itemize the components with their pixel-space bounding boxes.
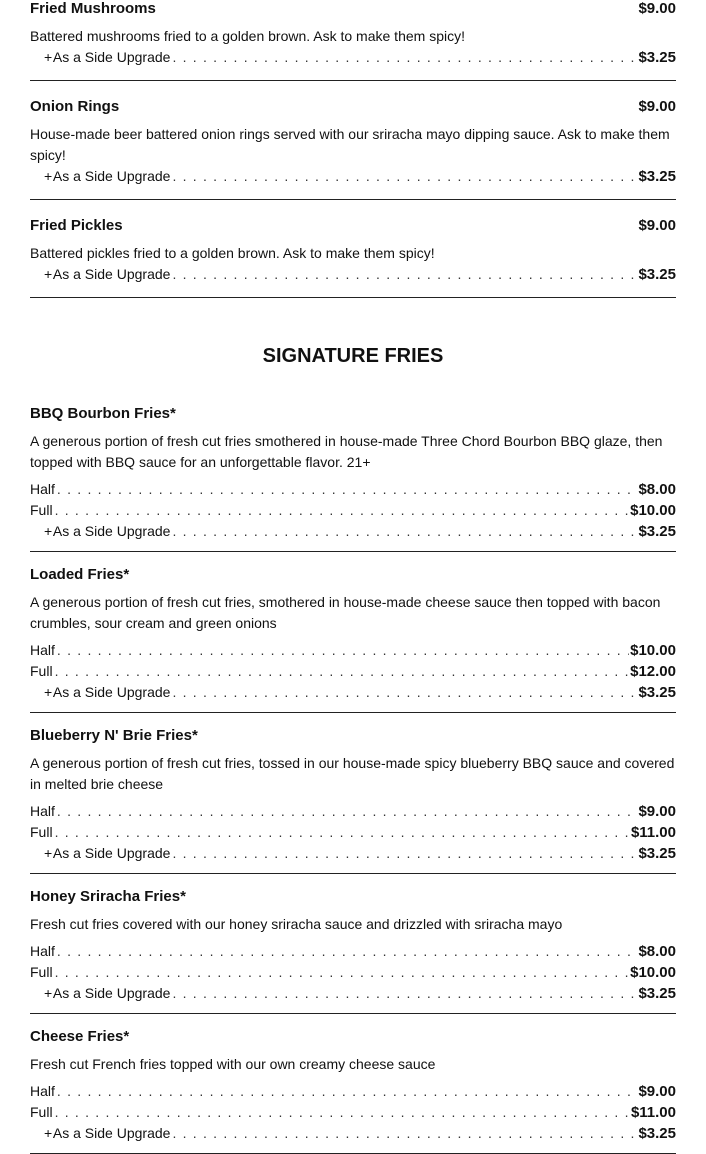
- item-header: [30, 214, 676, 238]
- side-upgrade-label: As a Side Upgrade: [52, 985, 171, 1001]
- full-price: $11.00: [630, 824, 676, 841]
- plus-icon: +: [44, 168, 53, 184]
- side-upgrade-price: $3.25: [638, 168, 676, 185]
- item-header: [30, 563, 676, 587]
- plus-icon: +: [44, 985, 53, 1001]
- item-description: Fresh cut French fries topped with our own creamy cheese sauce: [30, 1056, 436, 1072]
- item-header: [30, 402, 676, 426]
- item-name: Honey Sriracha Fries*: [30, 888, 186, 905]
- full-price: $10.00: [630, 502, 676, 519]
- full-price-row: [30, 661, 676, 682]
- half-price: $10.00: [630, 642, 676, 659]
- plus-icon: +: [44, 523, 53, 539]
- item-description: Battered mushrooms fried to a golden brown. Ask to make them spicy!: [30, 28, 465, 44]
- half-price: $9.00: [638, 1083, 676, 1100]
- dot-leader: [172, 47, 637, 68]
- full-label: Full: [30, 964, 53, 980]
- item-description: A generous portion of fresh cut fries, smothered in house-made cheese sauce then topped with bacon crumbles, sour cream and green onions: [30, 594, 661, 631]
- dot-leader: [172, 264, 637, 285]
- side-upgrade-price: $3.25: [638, 266, 676, 283]
- item-header: [30, 0, 676, 21]
- full-label: Full: [30, 663, 53, 679]
- plus-icon: +: [44, 1125, 53, 1141]
- dot-leader: [57, 640, 629, 661]
- dot-leader: [55, 822, 630, 843]
- menu-page: [30, 0, 676, 1154]
- full-price-row: [30, 1102, 676, 1123]
- plus-icon: +: [44, 684, 53, 700]
- side-upgrade-label: As a Side Upgrade: [52, 684, 171, 700]
- dot-leader: [55, 661, 630, 682]
- half-label: Half: [30, 1083, 55, 1099]
- half-price: $9.00: [638, 803, 676, 820]
- dot-leader: [57, 479, 638, 500]
- half-label: Half: [30, 943, 55, 959]
- side-upgrade-label: As a Side Upgrade: [52, 1125, 171, 1141]
- side-upgrade-row: [30, 166, 676, 187]
- side-upgrade-price: $3.25: [638, 985, 676, 1002]
- dot-leader: [172, 843, 637, 864]
- half-price: $8.00: [638, 943, 676, 960]
- full-price-row: [30, 500, 676, 521]
- menu-item-loaded-fries: [30, 563, 676, 713]
- half-price: $8.00: [638, 481, 676, 498]
- item-name: Loaded Fries*: [30, 566, 130, 583]
- full-label: Full: [30, 502, 53, 518]
- half-price-row: [30, 479, 676, 500]
- menu-item-fried-pickles: [30, 214, 676, 298]
- half-price-row: [30, 801, 676, 822]
- side-upgrade-price: $3.25: [638, 845, 676, 862]
- dot-leader: [55, 962, 630, 983]
- half-label: Half: [30, 481, 55, 497]
- side-upgrade-label: As a Side Upgrade: [52, 168, 171, 184]
- plus-icon: +: [44, 49, 53, 65]
- menu-item-bbq-bourbon-fries: [30, 402, 676, 552]
- item-price: $9.00: [638, 98, 676, 115]
- item-price: $9.00: [638, 217, 676, 234]
- item-header: [30, 1025, 676, 1049]
- section-title: SIGNATURE FRIES: [262, 345, 444, 367]
- dot-leader: [172, 983, 637, 1004]
- item-price: $9.00: [638, 0, 676, 17]
- dot-leader: [172, 682, 637, 703]
- menu-item-cheese-fries: [30, 1025, 676, 1154]
- item-header: [30, 724, 676, 748]
- plus-icon: +: [44, 266, 53, 282]
- half-price-row: [30, 941, 676, 962]
- item-description: House-made beer battered onion rings served with our sriracha mayo dipping sauce. Ask to make them spicy!: [30, 126, 670, 163]
- full-price-row: [30, 822, 676, 843]
- item-name: Blueberry N' Brie Fries*: [30, 727, 198, 744]
- half-label: Half: [30, 803, 55, 819]
- side-upgrade-row: [30, 47, 676, 68]
- dot-leader: [57, 1081, 638, 1102]
- menu-item-fried-mushrooms: [30, 0, 676, 81]
- side-upgrade-price: $3.25: [638, 684, 676, 701]
- menu-item-blueberry-brie-fries: [30, 724, 676, 874]
- item-header: [30, 95, 676, 119]
- item-description: Battered pickles fried to a golden brown. Ask to make them spicy!: [30, 245, 435, 261]
- full-label: Full: [30, 824, 53, 840]
- dot-leader: [55, 1102, 630, 1123]
- half-price-row: [30, 640, 676, 661]
- item-description: Fresh cut fries covered with our honey sriracha sauce and drizzled with sriracha mayo: [30, 916, 563, 932]
- side-upgrade-row: [30, 843, 676, 864]
- item-name: Fried Pickles: [30, 217, 123, 234]
- side-upgrade-row: [30, 1123, 676, 1144]
- item-description: A generous portion of fresh cut fries smothered in house-made Three Chord Bourbon BBQ glaze, then topped with BBQ sauce for an unforgettable flavor. 21+: [30, 433, 663, 470]
- menu-item-onion-rings: [30, 95, 676, 200]
- dot-leader: [57, 801, 638, 822]
- full-price: $12.00: [630, 663, 676, 680]
- dot-leader: [172, 1123, 637, 1144]
- item-name: Onion Rings: [30, 98, 120, 115]
- item-header: [30, 885, 676, 909]
- item-description: A generous portion of fresh cut fries, tossed in our house-made spicy blueberry BBQ sauce and covered in melted brie cheese: [30, 755, 675, 792]
- dot-leader: [172, 166, 637, 187]
- side-upgrade-row: [30, 983, 676, 1004]
- item-name: BBQ Bourbon Fries*: [30, 405, 176, 422]
- side-upgrade-label: As a Side Upgrade: [52, 49, 171, 65]
- item-name: Fried Mushrooms: [30, 0, 156, 17]
- full-price-row: [30, 962, 676, 983]
- side-upgrade-row: [30, 521, 676, 542]
- menu-item-honey-sriracha-fries: [30, 885, 676, 1014]
- plus-icon: +: [44, 845, 53, 861]
- full-label: Full: [30, 1104, 53, 1120]
- side-upgrade-row: [30, 682, 676, 703]
- dot-leader: [55, 500, 630, 521]
- side-upgrade-price: $3.25: [638, 1125, 676, 1142]
- side-upgrade-row: [30, 264, 676, 285]
- item-name: Cheese Fries*: [30, 1028, 130, 1045]
- side-upgrade-label: As a Side Upgrade: [52, 845, 171, 861]
- full-price: $11.00: [630, 1104, 676, 1121]
- dot-leader: [172, 521, 637, 542]
- side-upgrade-label: As a Side Upgrade: [52, 523, 171, 539]
- full-price: $10.00: [630, 964, 676, 981]
- side-upgrade-label: As a Side Upgrade: [52, 266, 171, 282]
- half-price-row: [30, 1081, 676, 1102]
- side-upgrade-price: $3.25: [638, 523, 676, 540]
- half-label: Half: [30, 642, 55, 658]
- side-upgrade-price: $3.25: [638, 49, 676, 66]
- dot-leader: [57, 941, 638, 962]
